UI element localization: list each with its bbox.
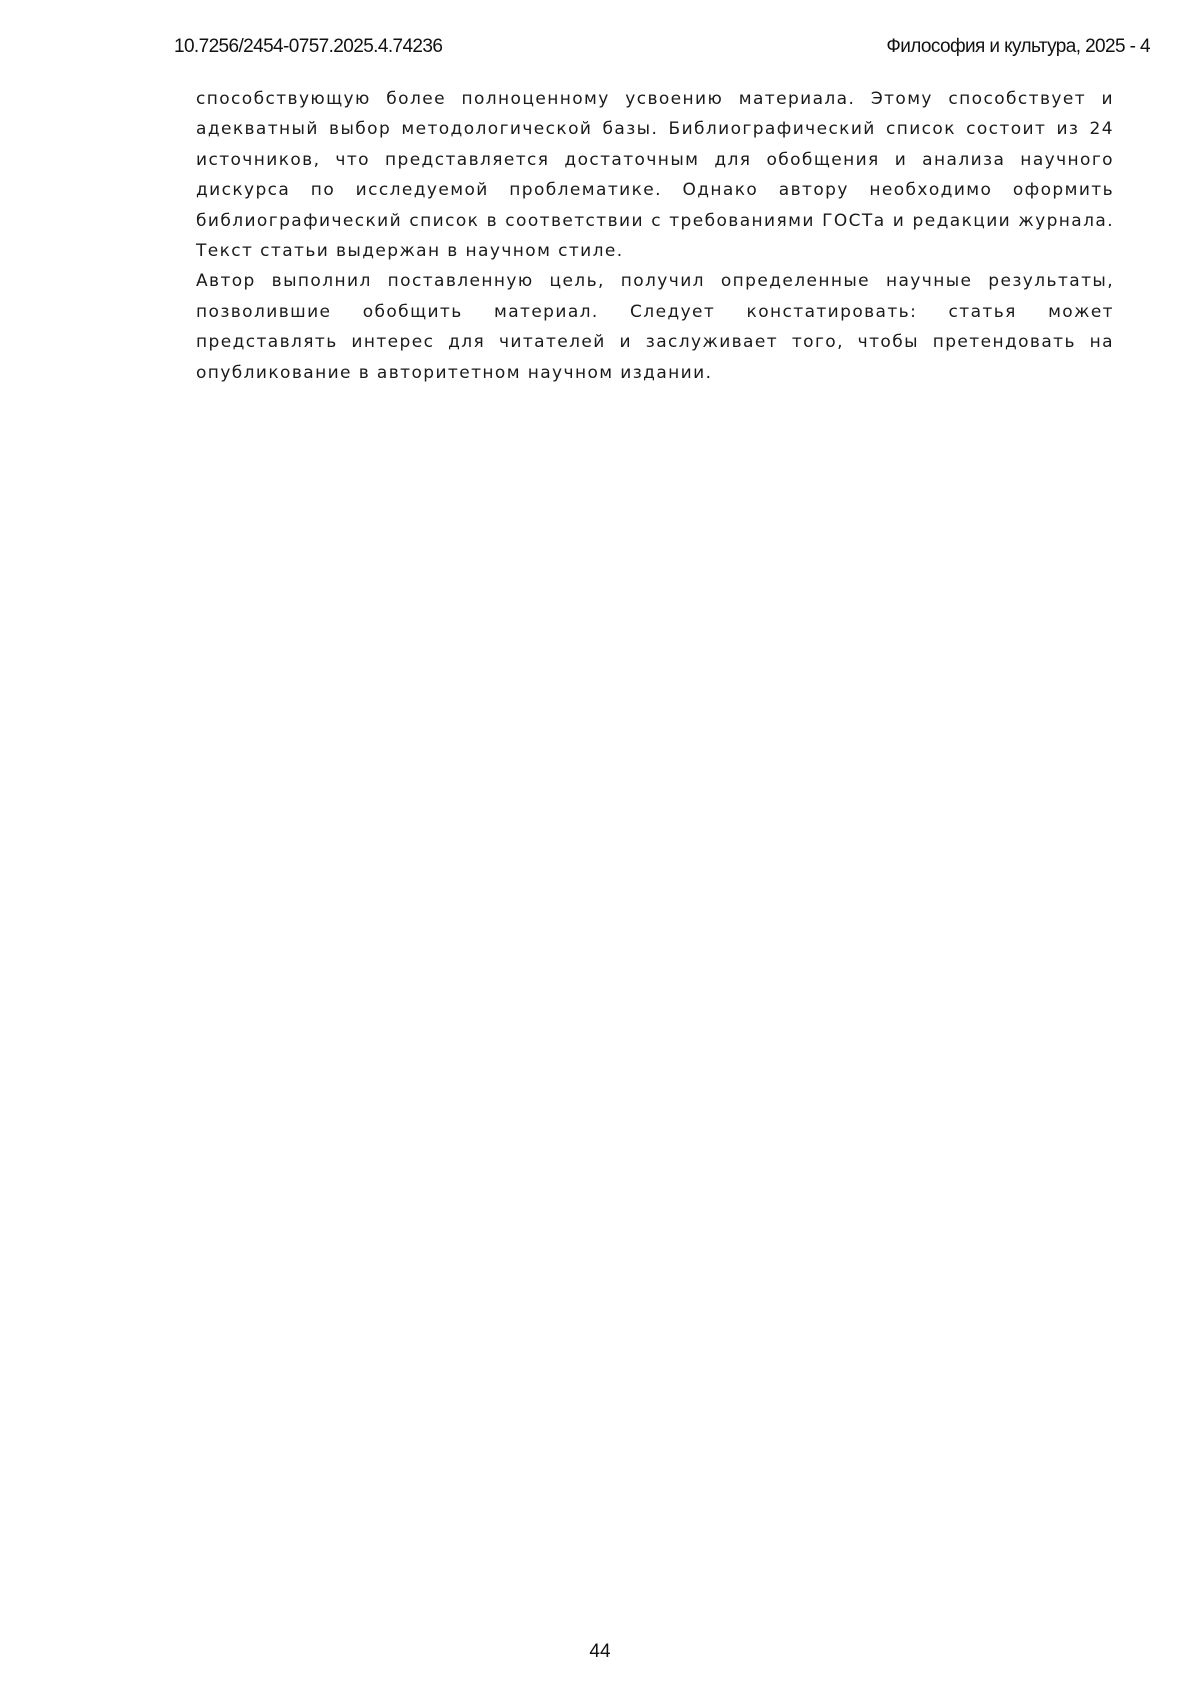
body-paragraph-1: способствующую более полноценному усвоению материала. Этому способствует и адекватный выбор методологической базы. Библиографический список состоит из 24 источников, что представляется достаточным для обобщения и анализа научного дискурса по исследуемой проблематике. Однако автору необходимо оформить библиографический список в соответствии с требованиями ГОСТа и редакции журнала. Текст статьи выдержан в научном стиле. <box>196 89 1114 262</box>
body-paragraph-2: Автор выполнил поставленную цель, получил определенные научные результаты, позволившие обобщить материал. Следует констатировать: статья может представлять интерес для читателей и заслуживает того, чтобы претендовать на опубликование в авторитетном научном издании. <box>196 271 1114 383</box>
article-body <box>196 84 1114 388</box>
page-number: 44 <box>589 1641 611 1662</box>
header-doi: 10.7256/2454-0757.2025.4.74236 <box>174 36 443 57</box>
header-journal-title: Философия и культура, 2025 - 4 <box>886 36 1150 57</box>
